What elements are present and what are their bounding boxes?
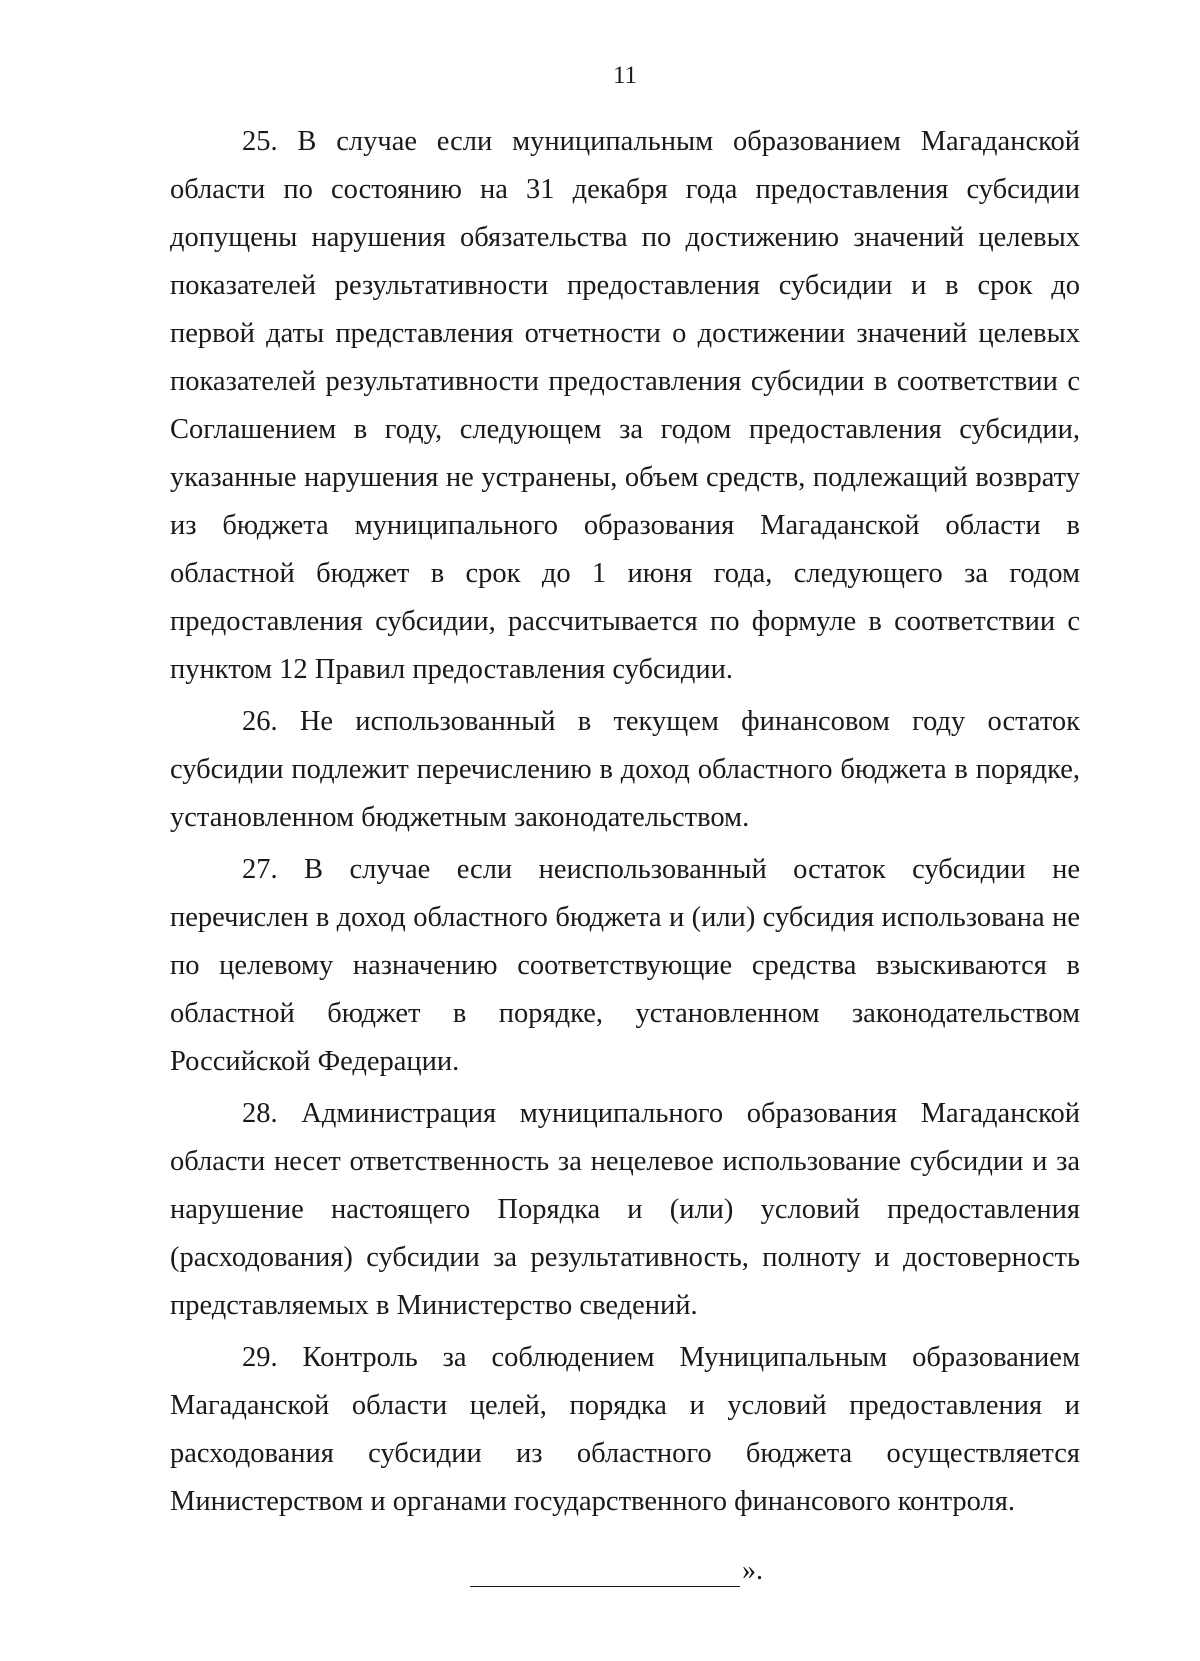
closing-quote-mark: ».	[742, 1555, 763, 1586]
closing-block	[470, 1555, 763, 1587]
paragraph-25: 25. В случае если муниципальным образованием Магаданской области по состоянию на 31 декабря года предоставления субсидии допущены нарушения обязательства по достижению значений целевых показателей результативности предоставления субсидии и в срок до первой даты представления отчетности о достижении значений целевых показателей результативности предоставления субсидии в соответствии с Соглашением в году, следующем за годом предоставления субсидии, указанные нарушения не устранены, объем средств, подлежащий возврату из бюджета муниципального образования Магаданской области в областной бюджет в срок до 1 июня года, следующего за годом предоставления субсидии, рассчитывается по формуле в соответствии с пунктом 12 Правил предоставления субсидии.	[170, 126, 1080, 685]
paragraph-28: 28. Администрация муниципального образования Магаданской области несет ответственность за нецелевое использование субсидии и за нарушение настоящего Порядка и (или) условий предоставления (расходования) субсидии за результативность, полноту и достоверность представляемых в Министерство сведений.	[170, 1098, 1080, 1321]
page-number: 11	[612, 62, 638, 89]
paragraph-26: 26. Не использованный в текущем финансовом году остаток субсидии подлежит перечислению в доход областного бюджета в порядке, установленном бюджетным законодательством.	[170, 706, 1080, 833]
closing-rule	[470, 1566, 740, 1587]
paragraph-29: 29. Контроль за соблюдением Муниципальным образованием Магаданской области целей, порядка и условий предоставления и расходования субсидии из областного бюджета осуществляется Министерством и органами государственного финансового контроля.	[170, 1342, 1080, 1517]
document-body	[170, 118, 1080, 1530]
paragraph-27: 27. В случае если неиспользованный остаток субсидии не перечислен в доход областного бюджета и (или) субсидия использована не по целевому назначению соответствующие средства взыскиваются в областной бюджет в порядке, установленном законодательством Российской Федерации.	[170, 854, 1080, 1077]
